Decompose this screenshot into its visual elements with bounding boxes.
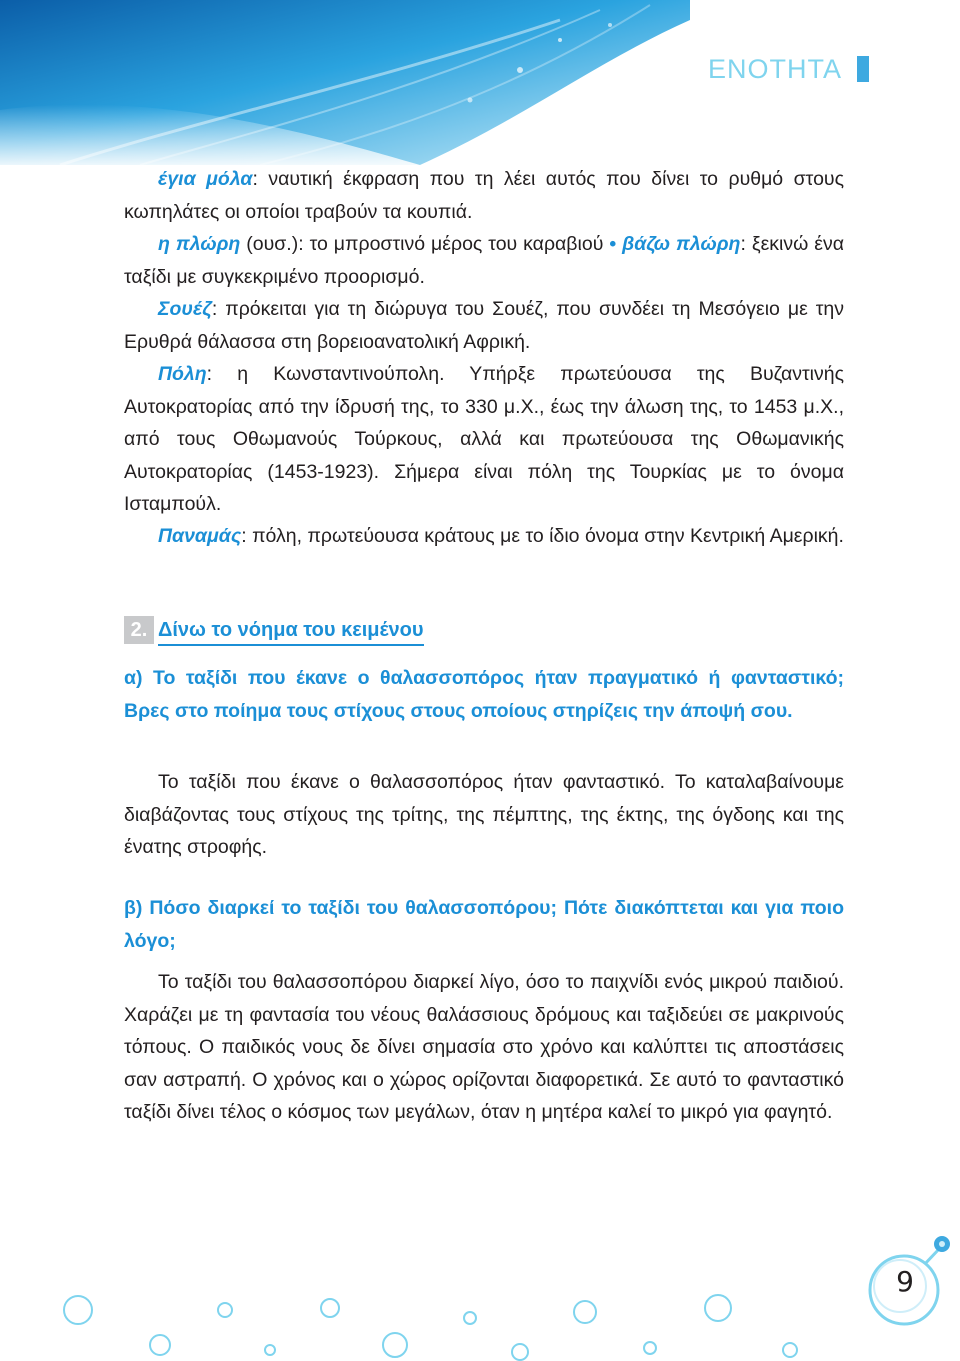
bullet-icon: •	[609, 233, 617, 255]
page-number: 9	[896, 1265, 914, 1298]
unit-label: ΕΝΟΤΗΤΑ	[708, 54, 842, 84]
glossary-term: Παναμάς	[158, 525, 242, 547]
glossary-definition: η Κωνσταντινούπολη. Υπήρξε πρωτεύουσα της Βυζαντινής Αυτοκρατορίας από την ίδρυσή της, το 330 μ.Χ., έως την άλωση της, το 1453 μ.Χ., από τους Οθωμανούς Τούρκους, αλλά και πρωτεύουσα της Οθωμανικής Αυτοκρατορίας (1453-1923). Σήμερα είναι πόλη της Τουρκίας με το όνομα Ισταμπούλ.	[124, 363, 844, 515]
glossary-definition: πρόκειται για τη διώρυγα του Σουέζ, που συνδέει τη Μεσόγειο με την Ερυθρά θάλασσα στη βορειοανατολική Αφρική.	[124, 298, 844, 353]
glossary-term: Πόλη	[158, 363, 207, 385]
glossary-entry: Παναμάς: πόλη, πρωτεύουσα κράτους με το ίδιο όνομα στην Κεντρική Αμερική.	[158, 525, 844, 547]
glossary-entry: η πλώρη (ουσ.): το μπροστινό μέρος του καραβιού • βάζω πλώρη: ξεκινώ ένα ταξίδι με συγκεκριμένο προορισμό.	[124, 233, 844, 288]
glossary-definition: ξεκινώ ένα ταξίδι με συγκεκριμένο προορισμό.	[124, 233, 844, 288]
glossary-entry: έγια μόλα: ναυτική έκφραση που τη λέει αυτός που δίνει το ρυθμό στους κωπηλάτες οι οποίοι τραβούν τα κουπιά.	[124, 168, 844, 223]
question-b: β) Πόσο διαρκεί το ταξίδι του θαλασσοπόρου; Πότε διακόπτεται και για ποιο λόγο;	[124, 897, 844, 952]
glossary-definition: πόλη, πρωτεύουσα κράτους με το ίδιο όνομα στην Κεντρική Αμερική.	[246, 525, 844, 547]
question-a: α) Το ταξίδι που έκανε ο θαλασσοπόρος ήταν πραγματικό ή φανταστικό; Βρες στο ποίημα τους στίχους στους οποίους στηρίζεις την άποψή σου.	[124, 667, 844, 722]
section-number: 2.	[124, 616, 154, 644]
glossary-term: βάζω πλώρη	[616, 233, 741, 255]
unit-accent-bar	[857, 56, 869, 82]
footer-bubbles-graphic	[0, 1200, 960, 1361]
answer-a: Το ταξίδι που έκανε ο θαλασσοπόρος ήταν φανταστικό. Το καταλαβαίνουμε διαβάζοντας τους στίχους της τρίτης, της πέμπτης, της έκτης, της όγδοης και της ένατης στροφής.	[124, 771, 844, 858]
glossary-entry: Σουέζ: πρόκειται για τη διώρυγα του Σουέζ, που συνδέει τη Μεσόγειο με την Ερυθρά θάλασσα στη βορειοανατολική Αφρική.	[124, 298, 844, 353]
glossary-term: η πλώρη	[158, 233, 241, 255]
section-title: Δίνω το νόημα του κειμένου	[158, 616, 424, 646]
glossary-term: Σουέζ	[158, 298, 212, 320]
glossary-definition: ναυτική έκφραση που τη λέει αυτός που δίνει το ρυθμό στους κωπηλάτες οι οποίοι τραβούν τα κουπιά.	[124, 168, 844, 223]
glossary-term: έγια μόλα	[158, 168, 253, 190]
glossary-entry: Πόλη: η Κωνσταντινούπολη. Υπήρξε πρωτεύουσα της Βυζαντινής Αυτοκρατορίας από την ίδρυσή της, το 330 μ.Χ., έως την άλωση της, το 1453 μ.Χ., από τους Οθωμανούς Τούρκους, αλλά και πρωτεύουσα της Οθωμανικής Αυτοκρατορίας (1453-1923). Σήμερα είναι πόλη της Τουρκίας με το όνομα Ισταμπούλ.	[124, 363, 844, 515]
answer-b: Το ταξίδι του θαλασσοπόρου διαρκεί λίγο, όσο το παιχνίδι ενός μικρού παιδιού. Χαράζει με τη φαντασία του νέους θαλάσσιους δρόμους και ταξιδεύει σε μακρινούς τόπους. Ο παιδικός νους δε δίνει σημασία στο χρόνο και καλύπτει τις αποστάσεις σαν αστραπή. Ο χρόνος και ο χώρος ορίζονται διαφορετικά. Σε αυτό το φανταστικό ταξίδι δίνει τέλος ο κόσμος των μεγάλων, όταν η μητέρα καλεί το μικρό για φαγητό.	[124, 971, 844, 1123]
